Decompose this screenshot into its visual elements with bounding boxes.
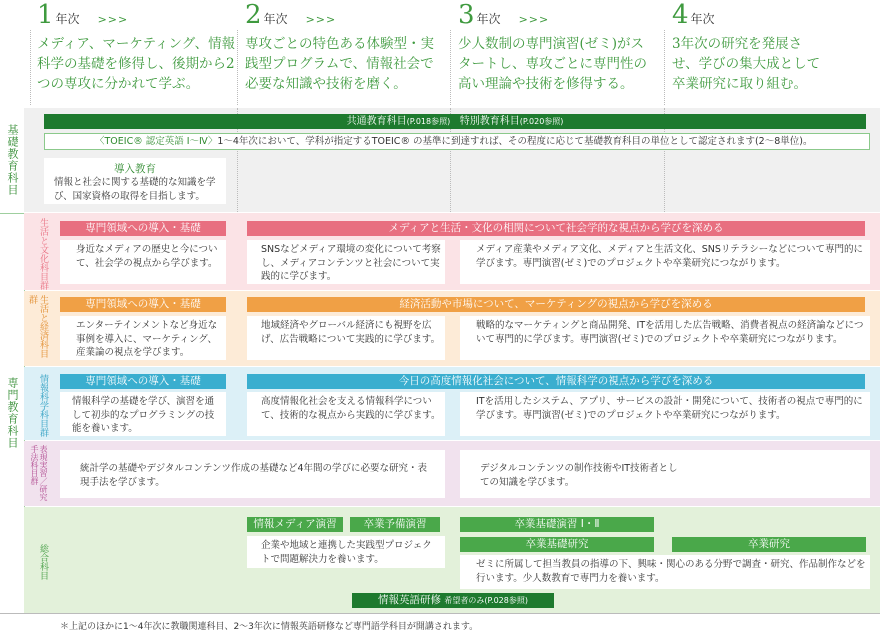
divider: [450, 30, 451, 105]
specialized-category-label: 専門教育科目: [6, 377, 19, 449]
desc-card: 身近なメディアの歴史と今について、社会学の視点から学びます。: [60, 240, 226, 284]
pre-graduation-seminar-bar: 卒業予備演習: [350, 517, 440, 532]
basic-category-label: 基礎教育科目: [0, 108, 24, 212]
desc-card: メディア産業やメディア文化、メディアと生活文化、SNSリテラシーなどについて専門的に学びます。専門演習(ゼミ)でのプロジェクトや卒業研究につながります。: [460, 240, 870, 284]
common-education-bar: 共通教育科目(P.018参照) 特別教育科目(P.020参照): [44, 114, 866, 129]
desc-card: 企業や地域と連携した実践型プロジェクトで問題解決力を養います。: [247, 536, 445, 568]
row-general-label: 総合科目: [24, 507, 48, 613]
year-1-desc: メディア、マーケティング、情報科学の基礎を修得し、後期から2つの専攻に分かれて学ぶ。: [37, 36, 236, 92]
main-theme-bar: メディアと生活・文化の相関について社会学的な視点から学びを深める: [247, 221, 865, 236]
row-research-label: 表現実習／研究手法科目群: [24, 441, 48, 506]
year-4: 4 年次: [672, 0, 715, 30]
year-3: 3 年次 >>>: [458, 0, 550, 30]
desc-card: 統計学の基礎やデジタルコンテンツ作成の基礎など4年間の学びに必要な研究・表現手法を学びます。: [60, 450, 445, 498]
year-2-desc: 専攻ごとの特色ある体験型・実践型プログラムで、情報社会で必要な知識や技術を磨く。: [245, 36, 434, 92]
intro-education-title: 導入教育: [114, 163, 156, 175]
divider: [30, 30, 31, 105]
desc-card: ITを活用したシステム、アプリ、サービスの設計・開発について、技術者の視点で専門的に学びます。専門演習(ゼミ)でのプロジェクトや卒業研究につながります。: [460, 392, 870, 436]
divider: [0, 613, 880, 614]
graduation-basic-research-bar: 卒業基礎研究: [460, 537, 654, 552]
graduation-research-bar: 卒業研究: [672, 537, 866, 552]
desc-card: エンターテインメントなど身近な事例を導入に、マーケティング、産業論の視点を学びます。: [60, 316, 226, 360]
desc-card: デジタルコンテンツの制作技術やIT技術者としての知識を学びます。: [460, 450, 870, 498]
year-2: 2 年次 >>>: [245, 0, 337, 30]
desc-card: SNSなどメディア環境の変化について考察し、メディアコンテンツと社会について実践的に学びます。: [247, 240, 445, 284]
intro-bar: 専門領域への導入・基礎: [60, 221, 226, 236]
desc-card: 高度情報化社会を支える情報科学について、技術的な視点から実践的に学びます。: [247, 392, 445, 436]
row-life-economy-label: 生活と経済科目群: [24, 291, 48, 366]
row-info-science-label: 情報科学科目群: [24, 367, 48, 440]
desc-card: ゼミに所属して担当教員の指導の下、興味・関心のある分野で調査・研究、作品制作などを行います。少人数教育で専門力を養います。: [460, 555, 870, 589]
row-life-culture-label: 生活と文化科目群: [24, 213, 48, 290]
year-1: 1 年次 >>>: [37, 0, 129, 30]
intro-bar: 専門領域への導入・基礎: [60, 297, 226, 312]
intro-education-desc: 情報と社会に関する基礎的な知識を学び、国家資格の取得を目指します。: [54, 177, 216, 202]
info-english-training-bar: 情報英語研修 希望者のみ(P.028参照): [352, 593, 554, 608]
year-3-desc: 少人数制の専門演習(ゼミ)がスタートし、専攻ごとに専門性の高い理論や技術を修得する。: [458, 36, 647, 92]
desc-card: 情報科学の基礎を学び、演習を通して初歩的なプログラミングの技能を養います。: [60, 392, 226, 436]
intro-bar: 専門領域への導入・基礎: [60, 374, 226, 389]
main-theme-bar: 今日の高度情報化社会について、情報科学の視点から学びを深める: [247, 374, 865, 389]
graduation-basic-seminar-bar: 卒業基礎演習 Ⅰ・Ⅱ: [460, 517, 654, 532]
desc-card: 戦略的なマーケティングと商品開発、ITを活用した広告戦略、消費者視点の経済論などについて専門的に学びます。専門演習(ゼミ)でのプロジェクトや卒業研究につながります。: [460, 316, 870, 360]
year-4-desc: 3年次の研究を発展させ、学びの集大成として卒業研究に取り組む。: [672, 36, 821, 92]
info-media-seminar-bar: 情報メディア演習: [247, 517, 343, 532]
desc-card: 地域経済やグローバル経済にも視野を広げ、広告戦略について実践的に学びます。: [247, 316, 445, 360]
intro-education-card: [44, 158, 226, 204]
divider: [237, 30, 238, 105]
main-theme-bar: 経済活動や市場について、マーケティングの視点から学びを深める: [247, 297, 865, 312]
divider: [664, 30, 665, 105]
toeic-box: 〈TOEIC® 認定英語 Ⅰ〜Ⅳ〉1〜4年次において、学科が指定するTOEIC® の基準に到達すれば、その程度に応じて基礎教育科目の単位として認定されます(2〜8単位)。: [44, 133, 870, 150]
footnote: ＊上記のほかに1〜4年次に教職関連科目、2〜3年次に情報英語研修など専門語学科目が開講されます。: [60, 622, 479, 632]
